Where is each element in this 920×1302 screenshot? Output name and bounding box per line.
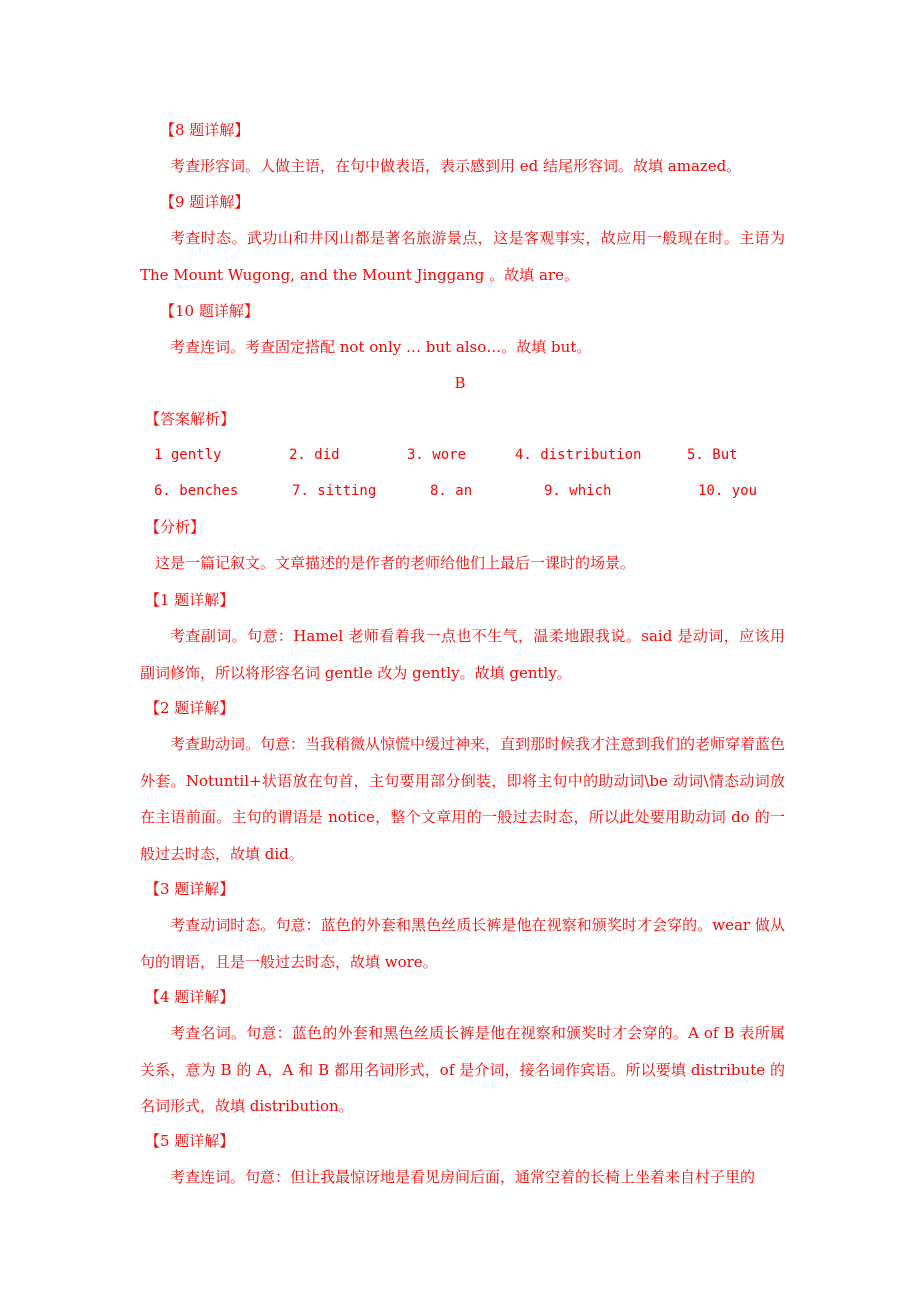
q10-explanation: 考查连词。考查固定搭配 not only … but also…。故填 but。 — [170, 338, 592, 356]
answer-item: 5. But — [687, 447, 738, 463]
part-b-label: B — [454, 374, 466, 392]
d4-heading: 【4 题详解】 — [145, 988, 235, 1006]
answer-item: 4. distribution — [515, 447, 642, 463]
answer-row-1 — [0, 442, 920, 468]
d5-explanation: 考查连词。句意：但让我最惊讶地是看见房间后面，通常空着的长椅上坐着来自村子里的 — [170, 1168, 756, 1186]
answer-item: 6. benches — [154, 483, 239, 499]
answer-row-2 — [0, 478, 920, 504]
answer-item: 3. wore — [407, 447, 467, 463]
q9-explanation: 考查时态。武功山和井冈山都是著名旅游景点，这是客观事实，故应用一般现在时。主语为 The Mount Wugong, and the Mount Jinggang 。故填 are。 — [140, 229, 785, 284]
answer-item: 7. sitting — [292, 483, 377, 499]
d3-explanation: 考查动词时态。句意：蓝色的外套和黑色丝质长裤是他在视察和颁奖时才会穿的。wear 做从句的谓语，且是一般过去时态，故填 wore。 — [140, 916, 785, 971]
d5-heading: 【5 题详解】 — [145, 1132, 235, 1150]
d2-heading: 【2 题详解】 — [145, 699, 235, 717]
answer-item: 10. you — [698, 483, 758, 499]
d1-explanation: 考查副词。句意：Hamel 老师看着我一点也不生气，温柔地跟我说。said 是动词，应该用副词修饰，所以将形容名词 gentle 改为 gently。故填 gently。 — [140, 627, 785, 682]
answers-heading: 【答案解析】 — [145, 410, 236, 428]
q8-explanation: 考查形容词。人做主语，在句中做表语，表示感到用 ed 结尾形容词。故填 amazed。 — [170, 157, 742, 175]
analysis-text: 这是一篇记叙文。文章描述的是作者的老师给他们上最后一课时的场景。 — [155, 554, 636, 572]
d4-explanation: 考查名词。句意：蓝色的外套和黑色丝质长裤是他在视察和颁奖时才会穿的。A of B 表所属关系，意为 B 的 A，A 和 B 都用名词形式，of 是介词，接名词作宾语。所以要填 distribute 的名词形式，故填 distribution。 — [140, 1024, 785, 1115]
q8-heading: 【8 题详解】 — [160, 121, 250, 139]
answer-item: 9. which — [544, 483, 612, 499]
answer-item: 1 gently — [154, 447, 222, 463]
analysis-heading: 【分析】 — [145, 518, 206, 536]
d3-heading: 【3 题详解】 — [145, 880, 235, 898]
d2-explanation: 考查助动词。句意：当我稍微从惊慌中缓过神来，直到那时候我才注意到我们的老师穿着蓝色外套。Notuntil+状语放在句首，主句要用部分倒装，即将主句中的助动词\be 动词\情态动词放在主语前面。主句的谓语是 notice，整个文章用的一般过去时态，所以此处要用助动词 do 的一般过去时态，故填 did。 — [140, 735, 786, 863]
answer-item: 8. an — [430, 483, 473, 499]
answer-item: 2. did — [289, 447, 340, 463]
d1-heading: 【1 题详解】 — [145, 591, 235, 609]
q9-heading: 【9 题详解】 — [160, 193, 250, 211]
q10-heading: 【10 题详解】 — [160, 302, 259, 320]
